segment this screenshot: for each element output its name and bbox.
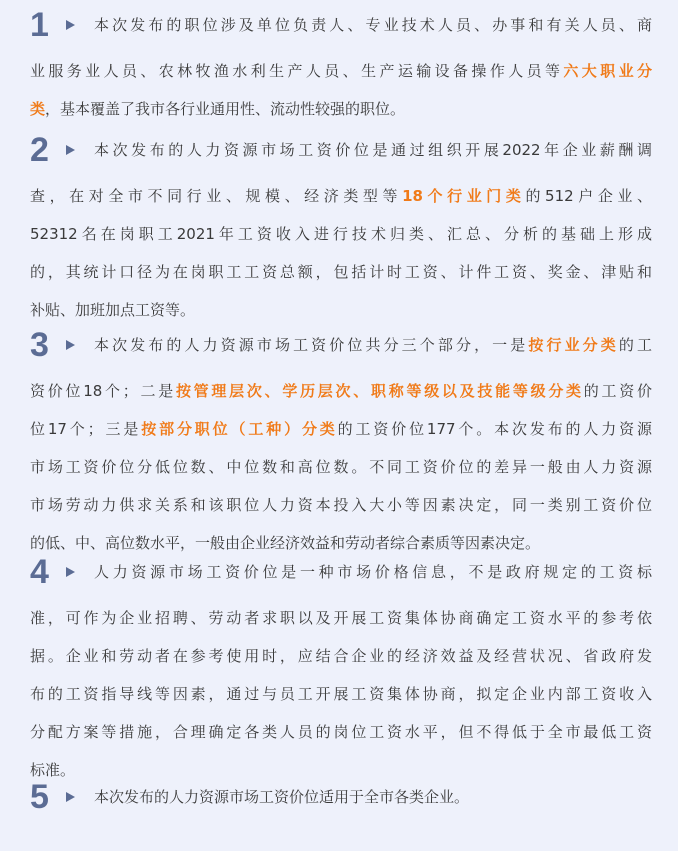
body-text: 资价位18个；二是 <box>30 382 176 400</box>
body-text: 的工资价 <box>583 382 652 400</box>
body-text: 本次发布的人力资源市场工资价位适用于全市各类企业。 <box>94 788 470 806</box>
body-text: 本次发布的职位涉及单位负责人、专业技术人员、办事和有关人员、商 <box>94 16 652 34</box>
paragraph-line <box>30 300 652 320</box>
paragraph-line <box>30 646 652 666</box>
paragraph-line <box>30 684 652 704</box>
highlighted-text: 按行业分类 <box>528 336 619 354</box>
body-text: 52312名在岗职工2021年工资收入进行技术归类、汇总、分析的基础上形成 <box>30 225 652 243</box>
body-text: 查，在对全市不同行业、规模、经济类型等 <box>30 187 403 205</box>
body-text: 补贴、加班加点工资等。 <box>30 301 196 319</box>
highlighted-text: 六大职业分 <box>563 62 652 80</box>
paragraph-line <box>30 99 652 119</box>
body-text: 准，可作为企业招聘、劳动者求职以及开展工资集体协商确定工资水平的参考依 <box>30 609 652 627</box>
paragraph-line <box>30 262 652 282</box>
paragraph-line <box>30 186 652 206</box>
paragraph-line <box>94 15 652 35</box>
body-text: 的工 <box>618 336 652 354</box>
triangle-bullet-icon <box>66 567 75 577</box>
triangle-bullet-icon <box>66 145 75 155</box>
item-number: 2 <box>30 131 49 169</box>
highlighted-text: 按部分职位（工种）分类 <box>141 420 338 438</box>
paragraph-line <box>30 722 652 742</box>
body-text: 人力资源市场工资价位是一种市场价格信息，不是政府规定的工资标 <box>94 563 652 581</box>
body-text: 的工资价位177个。本次发布的人力资源 <box>337 420 652 438</box>
paragraph-line <box>30 61 652 81</box>
paragraph-line <box>94 787 652 807</box>
paragraph-line <box>30 608 652 628</box>
highlighted-text: 按管理层次、学历层次、职称等级以及技能等级分类 <box>175 382 584 400</box>
paragraph-line <box>30 495 652 515</box>
item-number: 3 <box>30 326 49 364</box>
triangle-bullet-icon <box>66 20 75 30</box>
item-number: 1 <box>30 6 49 44</box>
paragraph-line <box>30 533 652 553</box>
body-text: 据。企业和劳动者在参考使用时，应结合企业的经济效益及经营状况、省政府发 <box>30 647 652 665</box>
highlighted-text: 类 <box>30 100 46 118</box>
paragraph-line <box>30 760 652 780</box>
body-text: 分配方案等措施，合理确定各类人员的岗位工资水平，但不得低于全市最低工资 <box>30 723 652 741</box>
body-text: 市场劳动力供求关系和该职位人力资本投入大小等因素决定，同一类别工资价位 <box>30 496 652 514</box>
body-text: 位17个；三是 <box>30 420 142 438</box>
body-text: 本次发布的人力资源市场工资价位是通过组织开展2022年企业薪酬调 <box>94 141 652 159</box>
paragraph-line <box>30 381 652 401</box>
body-text: 标准。 <box>30 761 76 779</box>
body-text: 的低、中、高位数水平，一般由企业经济效益和劳动者综合素质等因素决定。 <box>30 534 541 552</box>
item-number: 5 <box>30 778 49 816</box>
paragraph-line <box>30 457 652 477</box>
triangle-bullet-icon <box>66 340 75 350</box>
item-number: 4 <box>30 553 49 591</box>
paragraph-line <box>94 562 652 582</box>
paragraph-line <box>30 224 652 244</box>
body-text: 布的工资指导线等因素，通过与员工开展工资集体协商，拟定企业内部工资收入 <box>30 685 652 703</box>
body-text: 的，其统计口径为在岗职工工资总额，包括计时工资、计件工资、奖金、津贴和 <box>30 263 652 281</box>
paragraph-line <box>94 335 652 355</box>
body-text: 业服务业人员、农林牧渔水利生产人员、生产运输设备操作人员等 <box>30 62 564 80</box>
highlighted-text: 18个行业门类 <box>402 187 526 205</box>
body-text: ，基本覆盖了我市各行业通用性、流动性较强的职位。 <box>45 100 406 118</box>
body-text: 的512户企业、 <box>525 187 652 205</box>
triangle-bullet-icon <box>66 792 75 802</box>
paragraph-line <box>94 140 652 160</box>
paragraph-line <box>30 419 652 439</box>
body-text: 本次发布的人力资源市场工资价位共分三个部分，一是 <box>94 336 529 354</box>
body-text: 市场工资价位分低位数、中位数和高位数。不同工资价位的差异一般由人力资源 <box>30 458 652 476</box>
